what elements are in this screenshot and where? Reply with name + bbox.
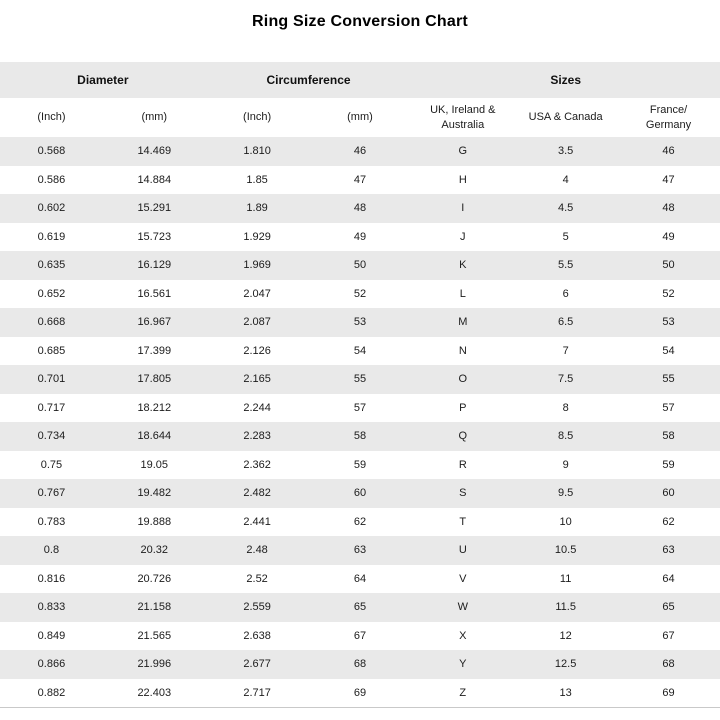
table-cell: 4 [562, 173, 569, 186]
table-cell: 0.8 [43, 544, 60, 557]
table-cell: 12.5 [554, 658, 577, 671]
table-cell: 19.482 [137, 487, 172, 500]
table-cell: 7 [562, 344, 569, 357]
table-row [0, 536, 720, 565]
table-row [0, 308, 720, 337]
table-cell: 55 [353, 373, 367, 386]
table-cell: 2.441 [243, 515, 271, 528]
table-row [0, 365, 720, 394]
table-cell: 2.52 [246, 572, 268, 585]
table-cell: 49 [353, 230, 367, 243]
table-cell: 2.047 [243, 287, 271, 300]
table-cell: Q [458, 430, 468, 443]
table-cell: I [461, 202, 465, 215]
table-row [0, 166, 720, 195]
table-cell: 11 [559, 572, 572, 585]
table-cell: 18.644 [137, 430, 172, 443]
table-cell: L [459, 287, 466, 300]
table-cell: 19.05 [140, 458, 169, 471]
table-body [0, 137, 720, 708]
table-cell: 58 [662, 430, 675, 443]
table-cell: 0.602 [37, 202, 66, 215]
table-cell: 63 [662, 544, 675, 557]
table-cell: 9.5 [557, 487, 574, 500]
table-cell: 0.833 [37, 601, 66, 614]
table-cell: 21.996 [137, 658, 172, 671]
table-cell: 17.805 [137, 373, 172, 386]
table-cell: 1.929 [243, 230, 271, 243]
table-row [0, 194, 720, 223]
table-cell: 11.5 [555, 601, 576, 614]
table-row [0, 479, 720, 508]
table-cell: 55 [662, 373, 675, 386]
table-row [0, 422, 720, 451]
table-cell: 2.126 [243, 344, 271, 357]
table-cell: 16.129 [137, 259, 172, 272]
group-header-circumference: Circumference [206, 62, 412, 98]
table-cell: 0.866 [37, 658, 66, 671]
table-cell: 46 [662, 145, 675, 158]
table-cell: 2.638 [243, 629, 271, 642]
table-cell: 18.212 [137, 401, 172, 414]
table-cell: 8.5 [557, 430, 574, 443]
table-cell: H [458, 173, 467, 186]
table-cell: 1.85 [246, 173, 268, 186]
table-cell: 67 [353, 629, 367, 642]
table-row [0, 650, 720, 679]
column-header-france-germany: France/ Germany [617, 98, 720, 137]
table-cell: X [459, 629, 467, 642]
table-cell: 0.75 [40, 458, 63, 471]
table-cell: 1.810 [243, 145, 271, 158]
group-header-diameter: Diameter [0, 62, 206, 98]
table-row [0, 223, 720, 252]
table-cell: O [458, 373, 468, 386]
table-row [0, 137, 720, 166]
table-cell: 49 [662, 230, 675, 243]
table-cell: 15.723 [137, 230, 172, 243]
table-cell: 2.244 [243, 401, 271, 414]
table-cell: 0.734 [37, 430, 66, 443]
table-cell: 4.5 [557, 202, 574, 215]
column-header-uk-ireland-australia: UK, Ireland & Australia [411, 98, 514, 137]
page-title: Ring Size Conversion Chart [252, 13, 468, 30]
table-cell: 53 [662, 316, 675, 329]
table-cell: 7.5 [557, 373, 574, 386]
column-header-circumference-inch: (Inch) [206, 98, 309, 137]
table-cell: 2.362 [243, 458, 271, 471]
group-header-sizes: Sizes [411, 62, 720, 98]
table-row [0, 394, 720, 423]
table-cell: 2.559 [243, 601, 271, 614]
table-cell: 58 [353, 430, 367, 443]
table-cell: 14.884 [137, 173, 172, 186]
table-cell: 16.561 [137, 287, 172, 300]
table-cell: 64 [662, 572, 675, 585]
table-cell: 0.717 [37, 401, 66, 414]
table-cell: 15.291 [137, 202, 172, 215]
table-cell: 47 [353, 173, 367, 186]
table-cell: 19.888 [137, 515, 172, 528]
table-cell: P [459, 401, 467, 414]
table-cell: 0.635 [37, 259, 66, 272]
table-row [0, 451, 720, 480]
table-cell: 21.565 [137, 629, 172, 642]
table-cell: 9 [562, 458, 569, 471]
table-cell: T [459, 515, 467, 528]
table-cell: 48 [662, 202, 675, 215]
table-cell: 46 [353, 145, 367, 158]
table-cell: 60 [662, 487, 675, 500]
table-cell: Z [459, 686, 467, 699]
table-cell: 69 [353, 686, 367, 699]
table-cell: V [459, 572, 467, 585]
table-row [0, 280, 720, 309]
table-cell: 60 [353, 487, 367, 500]
table-cell: 52 [662, 287, 675, 300]
table-cell: 50 [662, 259, 675, 272]
column-header-circumference-mm: (mm) [309, 98, 412, 137]
table-cell: 48 [353, 202, 367, 215]
table-row [0, 251, 720, 280]
table-cell: 2.165 [243, 373, 271, 386]
table-cell: 0.767 [37, 487, 66, 500]
table-cell: W [457, 601, 468, 614]
table-cell: 64 [353, 572, 367, 585]
table-cell: Y [459, 658, 467, 671]
column-header-usa-canada: USA & Canada [514, 98, 617, 137]
table-cell: 0.701 [37, 373, 66, 386]
table-cell: 54 [353, 344, 367, 357]
table-cell: 68 [662, 658, 675, 671]
table-cell: M [458, 316, 468, 329]
table-cell: 6.5 [557, 316, 574, 329]
table-cell: 0.816 [37, 572, 66, 585]
table-cell: 22.403 [137, 686, 172, 699]
table-cell: 0.586 [37, 173, 66, 186]
table-cell: 69 [662, 686, 675, 699]
table-cell: J [460, 230, 466, 243]
table-cell: 13 [559, 686, 572, 699]
table-cell: G [458, 145, 468, 158]
table-cell: 0.783 [37, 515, 66, 528]
table-cell: 20.726 [137, 572, 172, 585]
table-cell: 10.5 [554, 544, 577, 557]
table-cell: 53 [353, 316, 367, 329]
table-cell: 2.48 [246, 544, 268, 557]
table-cell: 54 [662, 344, 675, 357]
ring-size-conversion-table [0, 62, 720, 708]
table-cell: 2.482 [243, 487, 271, 500]
table-cell: 0.568 [37, 145, 66, 158]
table-row [0, 508, 720, 537]
table-cell: 62 [353, 515, 367, 528]
table-cell: 1.969 [243, 259, 271, 272]
table-cell: 59 [353, 458, 367, 471]
table-cell: 65 [662, 601, 675, 614]
table-cell: 14.469 [137, 145, 172, 158]
table-cell: 63 [353, 544, 367, 557]
table-row [0, 565, 720, 594]
table-cell: 0.882 [37, 686, 66, 699]
table-cell: 2.283 [243, 430, 271, 443]
column-header-diameter-mm: (mm) [103, 98, 206, 137]
table-cell: 59 [662, 458, 675, 471]
table-row [0, 337, 720, 366]
table-cell: 2.677 [243, 658, 271, 671]
table-cell: 17.399 [137, 344, 172, 357]
table-cell: 5.5 [557, 259, 574, 272]
table-cell: 67 [662, 629, 675, 642]
table-cell: 57 [353, 401, 367, 414]
table-cell: 62 [662, 515, 675, 528]
table-cell: 0.668 [37, 316, 66, 329]
table-row [0, 679, 720, 708]
table-cell: 0.685 [37, 344, 66, 357]
table-cell: S [459, 487, 467, 500]
table-cell: 68 [353, 658, 367, 671]
table-cell: 3.5 [557, 145, 574, 158]
table-row [0, 593, 720, 622]
table-cell: 2.717 [243, 686, 271, 699]
table-cell: 57 [662, 401, 675, 414]
column-header-diameter-inch: (Inch) [0, 98, 103, 137]
table-cell: 10 [559, 515, 572, 528]
table-cell: 50 [353, 259, 367, 272]
table-cell: 65 [353, 601, 367, 614]
table-row [0, 622, 720, 651]
table-cell: 16.967 [137, 316, 172, 329]
table-cell: 1.89 [246, 202, 268, 215]
table-column-header-row [0, 98, 720, 137]
table-cell: 52 [353, 287, 367, 300]
table-cell: 8 [562, 401, 569, 414]
table-cell: 20.32 [140, 544, 169, 557]
table-cell: U [458, 544, 467, 557]
table-cell: 21.158 [137, 601, 172, 614]
table-cell: 2.087 [243, 316, 271, 329]
table-cell: 12 [559, 629, 572, 642]
table-cell: 6 [562, 287, 569, 300]
table-cell: R [458, 458, 467, 471]
table-cell: 0.652 [37, 287, 66, 300]
table-cell: 5 [562, 230, 569, 243]
table-cell: K [459, 259, 467, 272]
table-cell: N [458, 344, 467, 357]
table-cell: 0.619 [37, 230, 66, 243]
table-group-header-row [0, 62, 720, 98]
table-cell: 47 [662, 173, 675, 186]
table-cell: 0.849 [37, 629, 66, 642]
